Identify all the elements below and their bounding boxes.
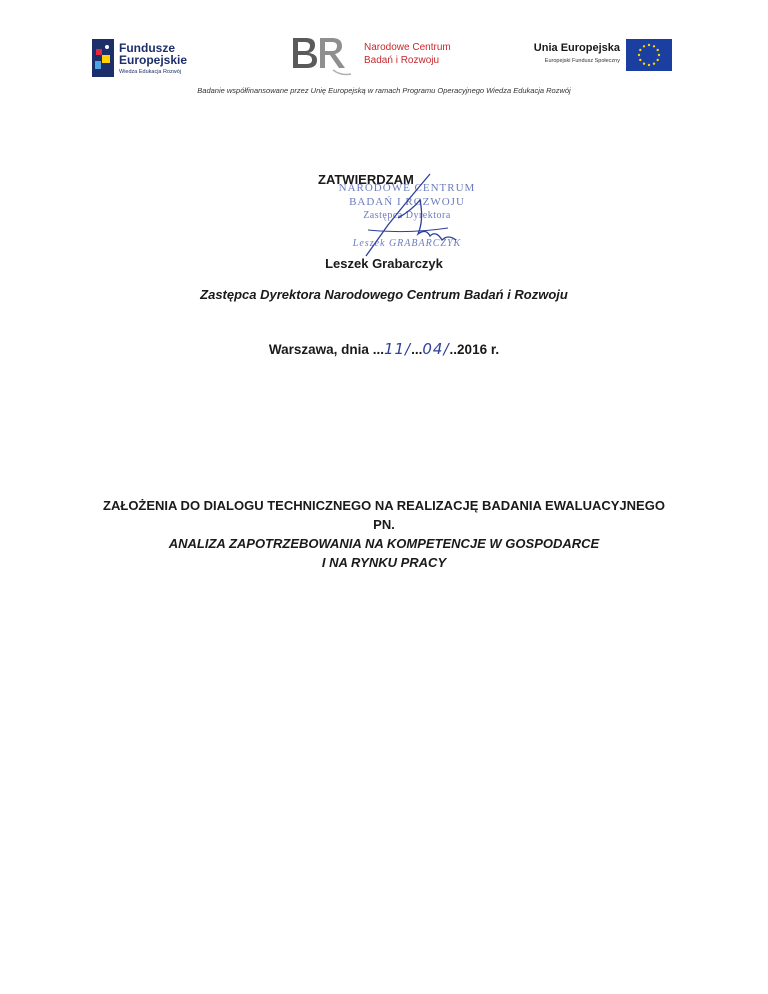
cofinancing-note: Badanie współfinansowane przez Unię Europejską w ramach Programu Operacyjnego Wiedza Edukacja Rozwój <box>197 86 571 95</box>
date-month: 04 <box>422 340 444 358</box>
signer-name: Leszek Grabarczyk <box>325 256 443 271</box>
date-day: 11 <box>383 340 406 358</box>
fundusze-europejskie-logo <box>92 39 212 79</box>
stamp-line3: Zastępca Dyrektora <box>363 210 451 221</box>
eu-logo <box>504 39 672 75</box>
title-line1: ZAŁOŻENIA DO DIALOGU TECHNICZNEGO NA REALIZACJĘ BADANIA EWALUACYJNEGO <box>103 498 665 513</box>
title-line3: I NA RYNKU PRACY <box>321 555 447 570</box>
fundusze-europejskie-mark-icon <box>92 39 114 77</box>
signature-icon <box>338 170 478 270</box>
ncbr-br-mark-icon <box>289 34 353 78</box>
stamp-line2: BADAŃ I ROZWOJU <box>349 196 465 208</box>
title-line2-prefix: PN. <box>373 517 395 532</box>
fe-logo-line1: Fundusze <box>119 41 175 55</box>
approve-label: ZATWIERDZAM <box>318 172 414 187</box>
header-logos <box>0 34 768 84</box>
date-year: 2016 r. <box>457 342 500 357</box>
date-dots-2: ... <box>411 342 423 357</box>
title-line2-italic: ANALIZA ZAPOTRZEBOWANIA NA KOMPETENCJE W GOSPODARCE <box>168 536 600 551</box>
eu-logo-subtitle: Europejski Fundusz Społeczny <box>544 58 620 64</box>
fe-logo-line3: Wiedza Edukacja Rozwój <box>119 69 182 75</box>
document-title <box>40 496 728 572</box>
stamp-line1: NARODOWE CENTRUM <box>338 182 476 194</box>
signer-role: Zastępca Dyrektora Narodowego Centrum Badań i Rozwoju <box>200 287 568 302</box>
ncbr-logo <box>289 34 459 80</box>
date-prefix: Warszawa, dnia <box>268 342 373 357</box>
eu-flag-icon <box>626 39 672 71</box>
date-dots-3: .. <box>449 342 458 357</box>
date-dots-1: ... <box>372 342 384 357</box>
eu-logo-title: Unia Europejska <box>533 42 620 54</box>
date-line: Warszawa, dnia ...11/...04/..2016 r. <box>268 340 500 358</box>
ncbr-logo-line2: Badań i Rozwoju <box>364 55 440 66</box>
ncbr-logo-line1: Narodowe Centrum <box>364 42 451 53</box>
stamp-line4: Leszek GRABARCZYK <box>352 238 462 249</box>
fe-logo-line2: Europejskie <box>119 53 188 67</box>
